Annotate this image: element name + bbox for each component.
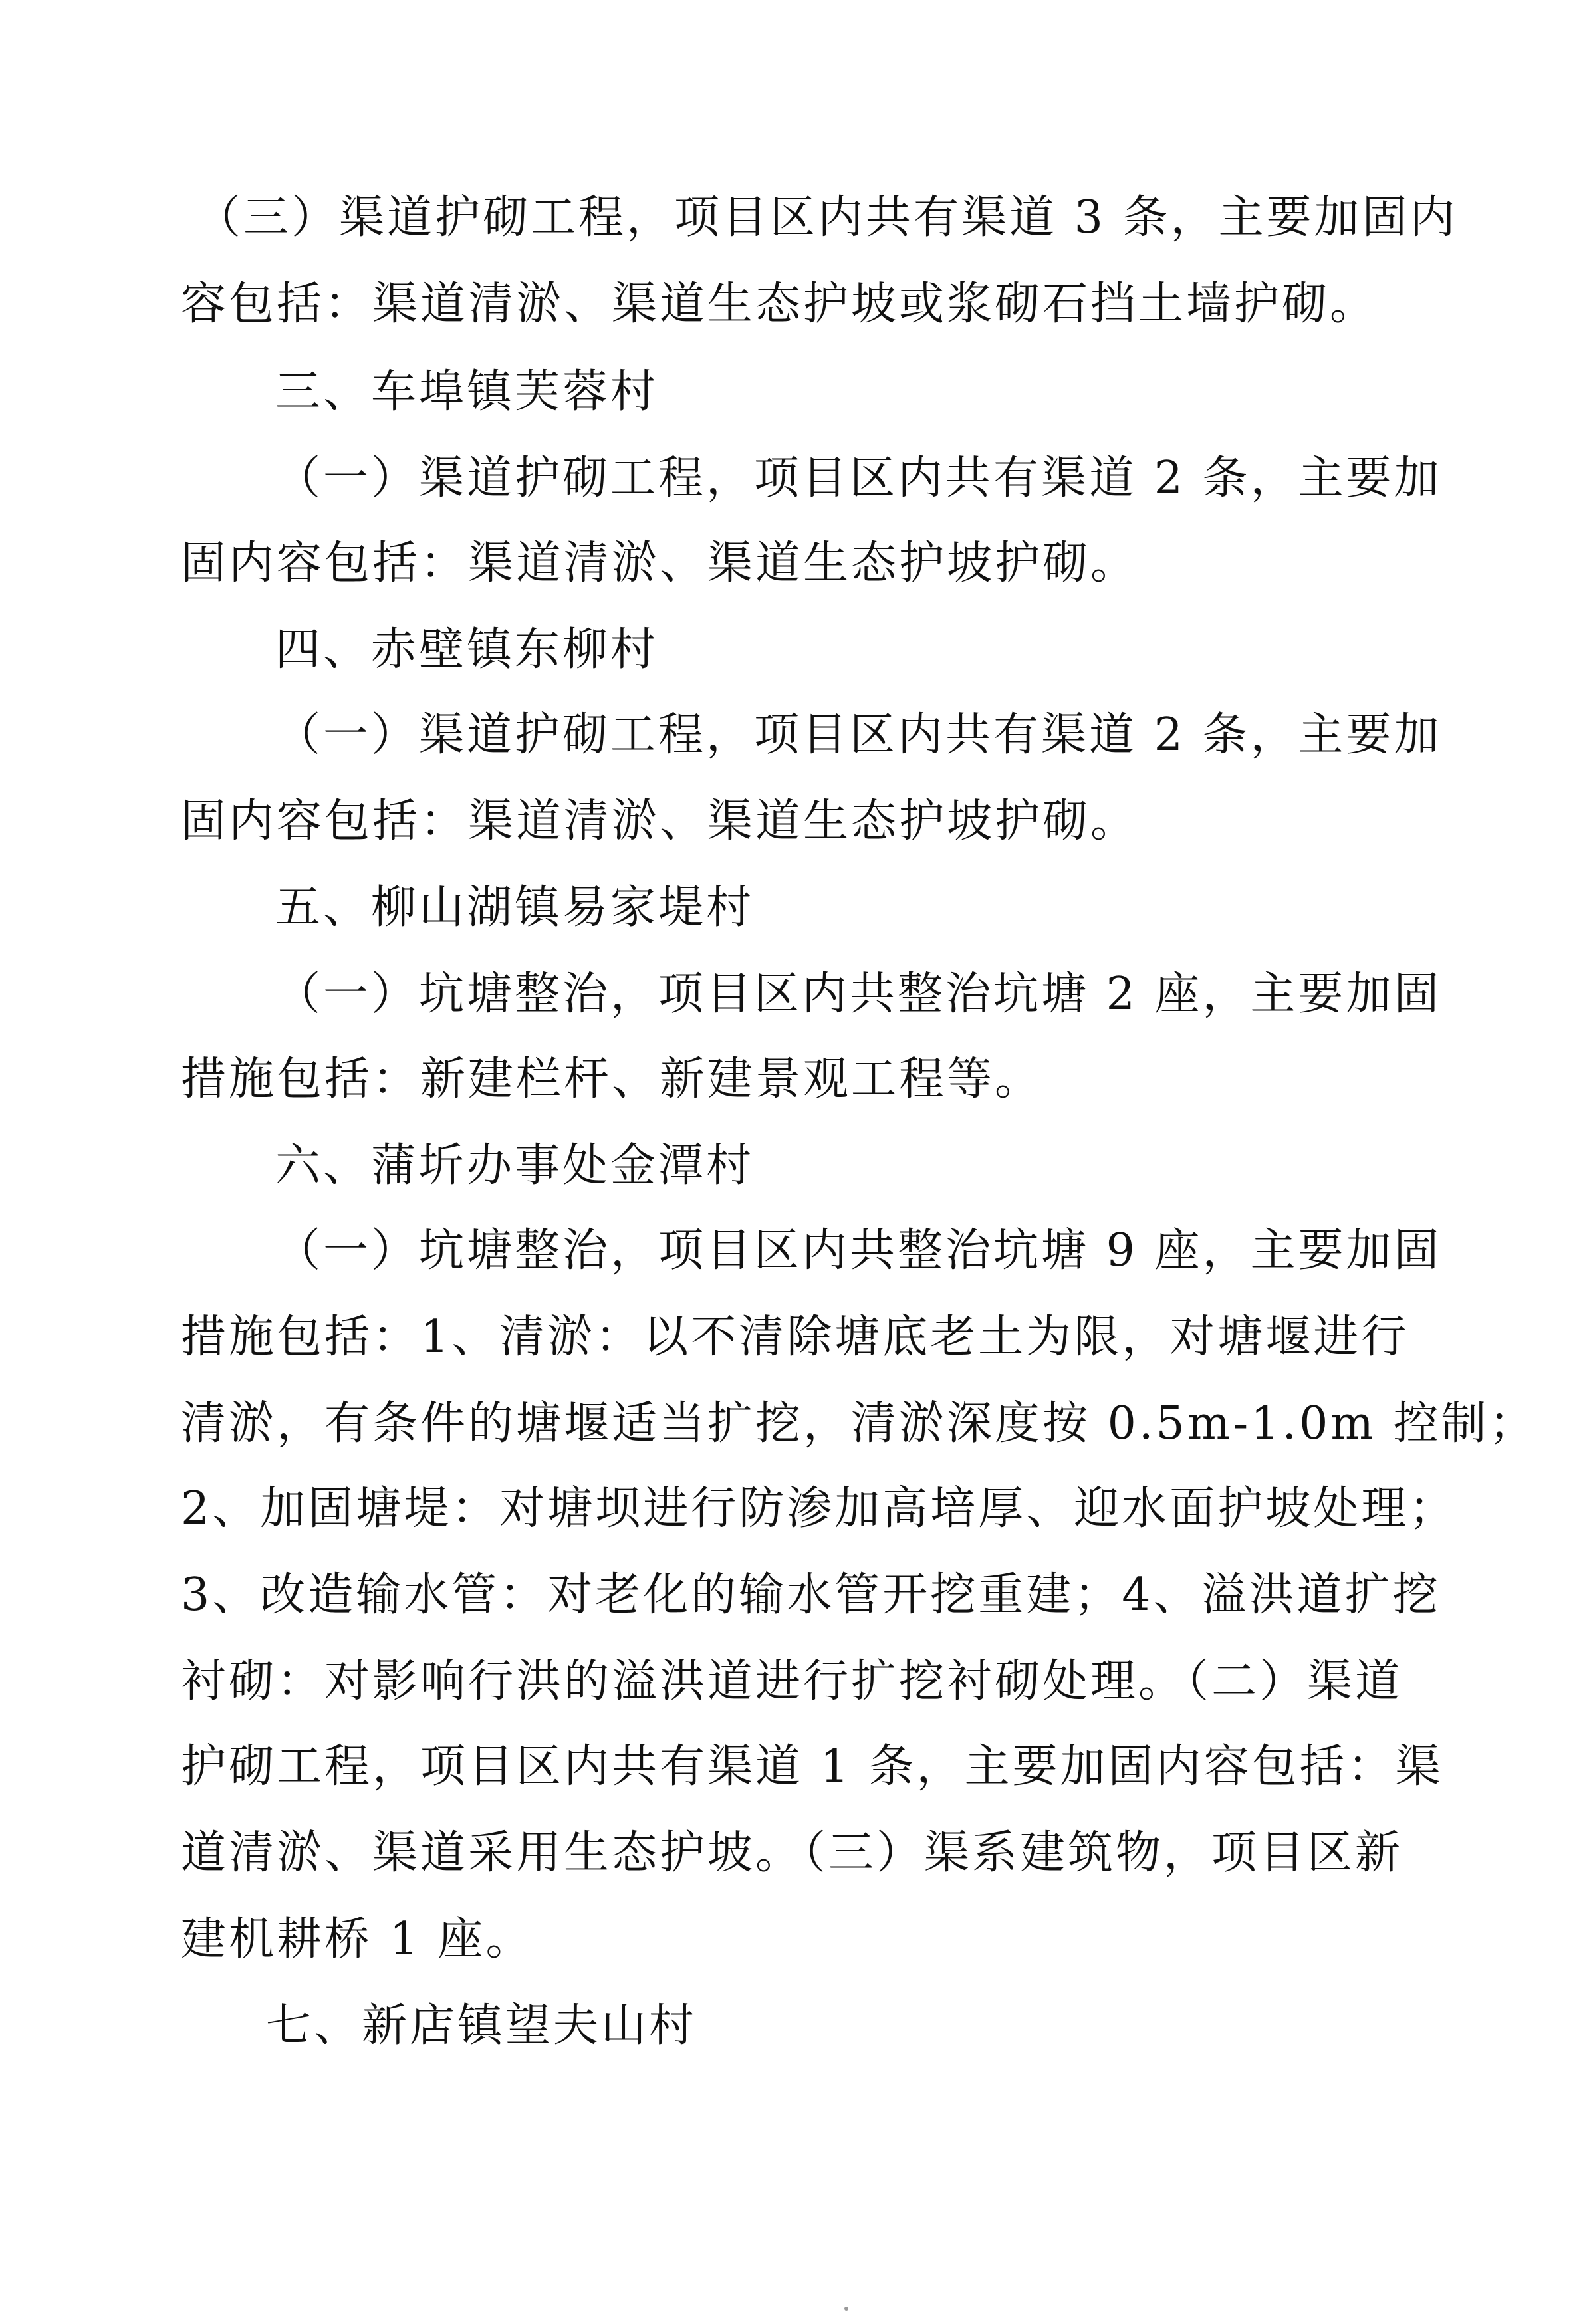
text-line: 衬砌：对影响行洪的溢洪道进行扩挖衬砌处理。（二）渠道 [181, 1655, 1403, 1708]
section-heading: 五、柳山湖镇易家堤村 [275, 881, 755, 934]
text-line: 容包括：渠道清淤、渠道生态护坡或浆砌石挡土墙护砌。 [181, 278, 1378, 330]
section-heading: 四、赤壁镇东柳村 [275, 624, 659, 676]
text-line: （一）坑塘整治，项目区内共整治坑塘 9 座，主要加固 [275, 1224, 1442, 1277]
section-heading: 七、新店镇望夫山村 [266, 2000, 697, 2052]
section-heading: 六、蒲圻办事处金潭村 [275, 1139, 755, 1192]
text-line: 固内容包括：渠道清淤、渠道生态护坡护砌。 [181, 795, 1139, 848]
text-line: 3、改造输水管：对老化的输水管开挖重建；4、溢洪道扩挖 [181, 1569, 1441, 1621]
text-line: 措施包括：新建栏杆、新建景观工程等。 [181, 1053, 1043, 1105]
text-line: 2、加固塘堤：对塘坝进行防渗加高培厚、迎水面护坡处理； [181, 1482, 1457, 1535]
text-line: （一）坑塘整治，项目区内共整治坑塘 2 座，主要加固 [275, 968, 1442, 1020]
text-line: （一）渠道护砌工程，项目区内共有渠道 2 条，主要加 [275, 709, 1442, 761]
text-line: 清淤，有条件的塘堰适当扩挖，清淤深度按 0.5m-1.0m 控制； [181, 1397, 1537, 1450]
text-line: 护砌工程，项目区内共有渠道 1 条，主要加固内容包括：渠 [181, 1740, 1443, 1793]
text-line: 措施包括：1、清淤：以不清除塘底老土为限，对塘堰进行 [181, 1311, 1409, 1363]
scan-dot-mark [844, 2307, 848, 2311]
section-heading: 三、车埠镇芙蓉村 [275, 366, 659, 418]
text-line: 固内容包括：渠道清淤、渠道生态护坡护砌。 [181, 537, 1139, 590]
text-line: 道清淤、渠道采用生态护坡。（三）渠系建筑物，项目区新 [181, 1827, 1403, 1879]
text-line: （一）渠道护砌工程，项目区内共有渠道 2 条，主要加 [275, 452, 1442, 505]
text-line: （三）渠道护砌工程，项目区内共有渠道 3 条，主要加固内 [195, 191, 1458, 244]
text-line: 建机耕桥 1 座。 [181, 1913, 534, 1966]
